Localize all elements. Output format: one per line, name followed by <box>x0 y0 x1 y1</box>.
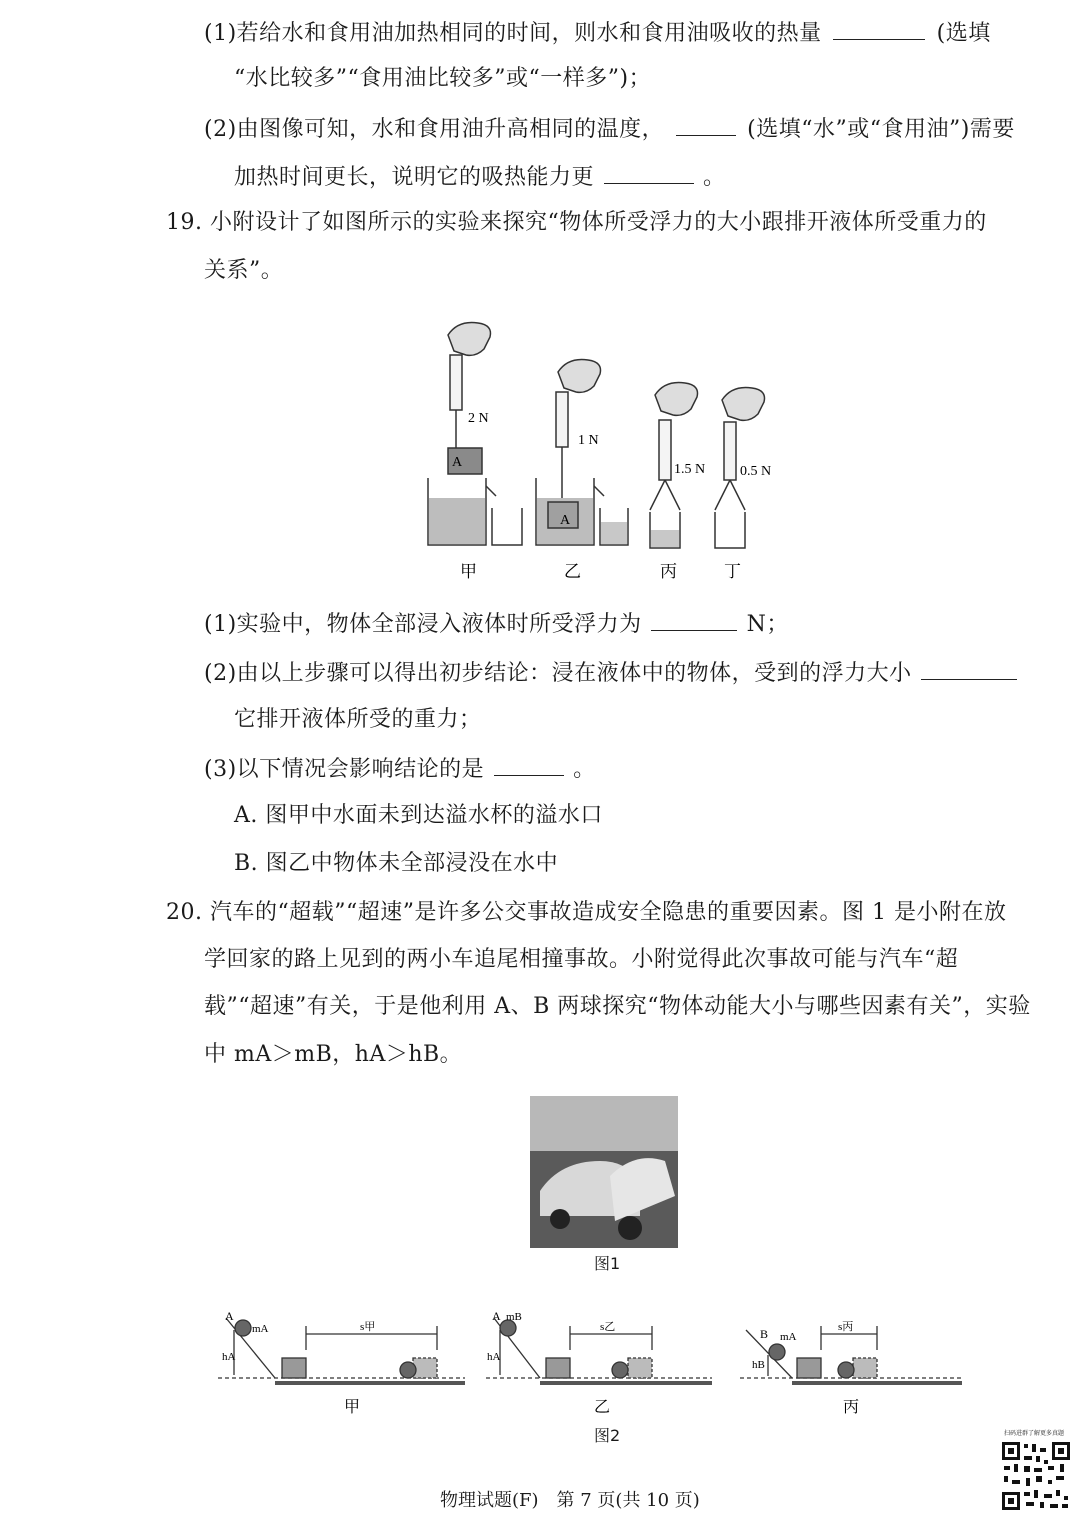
mass-label: mA <box>252 1323 269 1335</box>
step-yi-apparatus <box>536 360 628 546</box>
answer-blank[interactable] <box>676 113 736 136</box>
ball-label: B <box>760 1327 769 1341</box>
q18-part2-text2: 加热时间更长，说明它的吸热能力更 <box>234 165 595 190</box>
step-label-bing: 丙 <box>660 562 677 581</box>
height-label: hA <box>222 1351 236 1363</box>
reading-yi: 1 N <box>578 433 599 448</box>
car-accident-photo <box>530 1096 678 1248</box>
q20-stem-line1: 20. 汽车的“超载”“超速”是许多公交事故造成安全隐患的重要因素。图 1 是小附在放 <box>166 900 1007 925</box>
reading-bing: 1.5 N <box>674 462 706 477</box>
buoyancy-experiment-figure <box>0 305 1080 605</box>
q19-part3-text: (3)以下情况会影响结论的是 <box>204 757 485 782</box>
mass-label: mB <box>506 1311 522 1323</box>
step-label-yi: 乙 <box>564 562 581 581</box>
q19-stem-line2: 关系”。 <box>204 258 284 283</box>
q19-option-b: B. 图乙中物体未全部浸没在水中 <box>234 851 559 876</box>
distance-label: s丙 <box>838 1321 854 1333</box>
object-label-submerged: A <box>560 513 571 528</box>
panel-yi <box>486 1318 712 1383</box>
reading-ding: 0.5 N <box>740 464 772 479</box>
qr-code-icon[interactable] <box>1000 1440 1072 1512</box>
step-label-ding: 丁 <box>724 562 741 581</box>
height-label: hA <box>487 1351 501 1363</box>
q19-part3 <box>204 753 596 785</box>
figure2-caption: 图2 <box>594 1426 621 1445</box>
q20-stem-line3: 载”“超速”有关，于是他利用 A、B 两球探究“物体动能大小与哪些因素有关”，实验 <box>204 994 1031 1019</box>
period: 。 <box>703 165 726 190</box>
qr-caption: 扫码进群了解更多真题 <box>1004 1430 1065 1437</box>
mass-label: mA <box>780 1331 797 1343</box>
period: 。 <box>573 757 596 782</box>
distance-label: s甲 <box>360 1321 376 1333</box>
ball-label: A <box>492 1309 501 1323</box>
q18-part2-text: (2)由图像可知，水和食用油升高相同的温度， <box>204 117 665 142</box>
q19-option-a: A. 图甲中水面未到达溢水杯的溢水口 <box>234 803 603 828</box>
answer-blank[interactable] <box>494 753 564 776</box>
q19-part2-line2: 它排开液体所受的重力； <box>234 707 482 732</box>
answer-blank[interactable] <box>833 17 925 40</box>
q19-part1-text: (1)实验中，物体全部浸入液体时所受浮力为 <box>204 612 642 637</box>
panel-label: 乙 <box>594 1399 611 1416</box>
q19-part2-text: (2)由以上步骤可以得出初步结论：浸在液体中的物体，受到的浮力大小 <box>204 661 912 686</box>
answer-blank[interactable] <box>651 608 737 631</box>
page-footer: 物理试题(F) 第 7 页(共 10 页) <box>440 1490 700 1511</box>
q19-stem-line1: 19. 小附设计了如图所示的实验来探究“物体所受浮力的大小跟排开液体所受重力的 <box>166 210 987 235</box>
answer-blank[interactable] <box>604 161 694 184</box>
q19-part1 <box>204 608 789 640</box>
q18-part2-line2 <box>234 161 726 193</box>
panel-label: 甲 <box>344 1399 361 1416</box>
height-label: hB <box>752 1359 765 1371</box>
reading-jia: 2 N <box>468 411 489 426</box>
q20-stem-line2: 学回家的路上见到的两小车追尾相撞事故。小附觉得此次事故可能与汽车“超 <box>204 947 959 972</box>
object-label: A <box>452 455 463 470</box>
q18-part1-text: (1)若给水和食用油加热相同的时间，则水和食用油吸收的热量 <box>204 21 822 46</box>
q19-part1-unit: N； <box>746 612 789 637</box>
step-label-jia: 甲 <box>460 562 477 581</box>
q19-part2-line1 <box>204 657 1017 689</box>
distance-label: s乙 <box>600 1321 616 1333</box>
q18-part1-line1 <box>204 17 991 49</box>
q18-part1-option-open: (选填 <box>936 21 991 46</box>
panel-bing <box>740 1326 962 1383</box>
figure1-caption: 图1 <box>594 1254 621 1273</box>
ball-label: A <box>225 1309 234 1323</box>
panel-label: 丙 <box>843 1399 860 1416</box>
answer-blank[interactable] <box>921 657 1017 680</box>
q18-part1-line2: “水比较多”“食用油比较多”或“一样多”)； <box>234 66 652 91</box>
q18-part2-line1 <box>204 113 1015 145</box>
kinetic-energy-experiment-figure <box>0 1300 1080 1420</box>
q20-stem-line4: 中 mA＞mB，hA＞hB。 <box>204 1042 463 1067</box>
q18-part2-option: (选填“水”或“食用油”)需要 <box>747 117 1015 142</box>
step-jia-apparatus <box>428 323 522 546</box>
